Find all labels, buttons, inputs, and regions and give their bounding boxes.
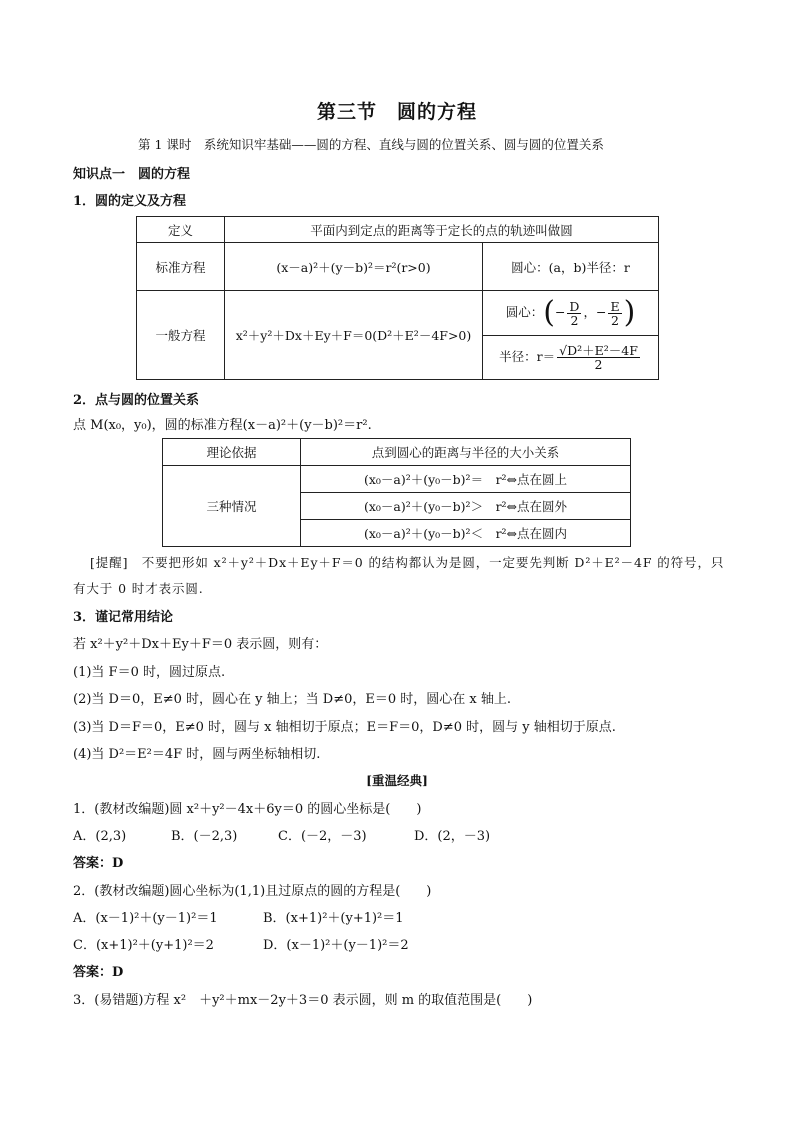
question-2-option-a: A．(x－1)²＋(y－1)²＝1 (73, 911, 218, 926)
radius-denominator: 2 (594, 357, 603, 372)
center-x-denominator: 2 (570, 312, 579, 328)
conclusion-3: (3)当 D＝F＝0，E≠0 时，圆与 x 轴相切于原点；E＝F＝0，D≠0 时，圆与 y 轴相切于原点. (73, 720, 616, 735)
item-heading-conclusions: 3．谨记常用结论 (73, 610, 174, 625)
case-inside-circle: (x₀－a)²＋(y₀－b)²＜ r²⇔点在圆内 (301, 520, 631, 547)
item-heading-definition: 1．圆的定义及方程 (73, 194, 187, 209)
theory-basis-header: 理论依据 (163, 439, 301, 466)
question-1-option-a: A．(2,3) (73, 829, 127, 844)
center-x-numerator: D (569, 298, 580, 314)
center-y-denominator: 2 (611, 312, 619, 328)
question-1-option-c: C．(－2，－3) (278, 829, 367, 844)
radius-numerator: √D²＋E²－4F (559, 343, 638, 358)
case-outside-circle: (x₀－a)²＋(y₀－b)²＞ r²⇔点在圆外 (301, 493, 631, 520)
circle-equation-table (136, 216, 659, 380)
three-cases-label: 三种情况 (163, 466, 301, 547)
general-center: 圆心：(− $\frac{D}{2}$ ，− $\frac{E}{2}$ ) (483, 291, 659, 336)
question-2: 2．(教材改编题)圆心坐标为(1,1)且过原点的圆的方程是( ) (73, 884, 432, 899)
question-1-option-b: B．(－2,3) (171, 829, 238, 844)
question-3: 3．(易错题)方程 x² ＋y²＋mx－2y＋3＝0 表示圆，则 m 的取值范围是( ) (73, 993, 533, 1008)
general-radius (483, 336, 659, 380)
question-1-option-d: D．(2，－3) (414, 829, 491, 844)
reminder-note-line2: 有大于 0 时才表示圆. (73, 581, 204, 596)
section-heading-knowledge-1: 知识点一 圆的方程 (73, 167, 191, 182)
reminder-note-line1: [提醒] 不要把形如 x²＋y²＋Dx＋Ey＋F＝0 的结构都认为是圆，一定要先判断 D²＋E²－4F 的符号，只 (90, 555, 725, 570)
question-1-answer: 答案：D (73, 856, 124, 871)
conclusion-2: (2)当 D＝0，E≠0 时，圆心在 y 轴上；当 D≠0，E＝0 时，圆心在 x 轴上. (73, 692, 511, 707)
point-position-table (162, 438, 631, 547)
standard-center-radius: 圆心：(a，b)半径：r (483, 243, 659, 291)
point-circle-description: 点 M(x₀，y₀)，圆的标准方程(x－a)²＋(y－b)²＝r². (73, 418, 372, 433)
standard-equation: (x－a)²＋(y－b)²＝r²(r>0) (225, 243, 483, 291)
page-title: 第三节 圆的方程 (316, 101, 477, 123)
question-2-answer: 答案：D (73, 965, 124, 980)
general-radius-label: 半径：r＝ (499, 349, 556, 364)
item-heading-point-position: 2．点与圆的位置关系 (73, 393, 200, 408)
definition-text: 平面内到定点的距离等于定长的点的轨迹叫做圆 (225, 217, 659, 243)
question-2-option-b: B．(x+1)²＋(y+1)²＝1 (263, 911, 404, 926)
distance-relation-header: 点到圆心的距离与半径的大小关系 (301, 439, 631, 466)
general-equation: x²＋y²＋Dx＋Ey＋F＝0(D²＋E²－4F>0) (225, 291, 483, 380)
conclusion-1: (1)当 F＝0 时，圆过原点. (73, 665, 226, 680)
definition-label: 定义 (137, 217, 225, 243)
general-equation-label: 一般方程 (137, 291, 225, 380)
lesson-subtitle: 第 1 课时 系统知识牢基础——圆的方程、直线与圆的位置关系、圆与圆的位置关系 (138, 137, 604, 152)
standard-equation-label: 标准方程 (137, 243, 225, 291)
case-on-circle: (x₀－a)²＋(y₀－b)²＝ r²⇔点在圆上 (301, 466, 631, 493)
center-y-numerator: E (610, 298, 620, 314)
question-2-option-c: C．(x+1)²＋(y+1)²＝2 (73, 938, 214, 953)
conclusion-4: (4)当 D²＝E²＝4F 时，圆与两坐标轴相切. (73, 747, 321, 762)
question-2-option-d: D．(x－1)²＋(y－1)²＝2 (263, 938, 409, 953)
question-1: 1．(教材改编题)圆 x²＋y²－4x＋6y＝0 的圆心坐标是( ) (73, 802, 422, 817)
general-center-label: 圆心： (505, 304, 544, 320)
review-heading: [重温经典] (366, 773, 428, 788)
conclusion-intro: 若 x²＋y²＋Dx＋Ey＋F＝0 表示圆，则有： (73, 637, 328, 652)
